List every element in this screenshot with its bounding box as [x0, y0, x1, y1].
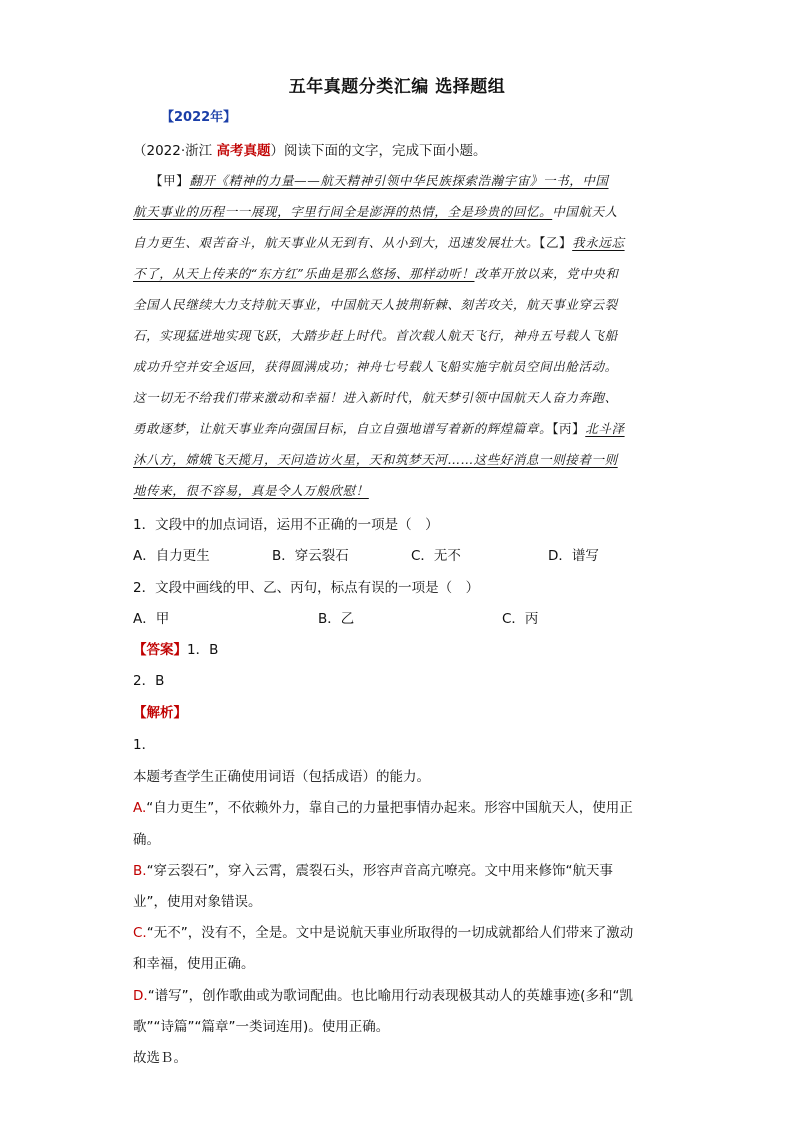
analysis-intro: 本题考查学生正确使用词语（包括成语）的能力。	[133, 769, 430, 785]
analysis-text: “谱写”，创作歌曲或为歌词配曲。也比喻用行动表现极其动人的英雄事迹(多和“凯	[147, 988, 633, 1004]
analysis-c-line-1	[133, 921, 633, 941]
source-highlight: 高考真题	[216, 143, 271, 159]
analysis-conclusion: 故选Ｂ。	[133, 1050, 187, 1066]
analysis-a-line-1	[133, 796, 633, 816]
underlined-sentence-jia-cont: 航天事业的历程一一展现，字里行间全是澎湃的热情，全是珍贵的回忆。	[133, 204, 553, 219]
underlined-sentence-jia: 翻开《精神的力量——航天精神引领中华民族探索浩瀚宇宙》一书，中国	[189, 173, 609, 188]
label-jia: 【甲】	[150, 173, 190, 188]
q2-option-a: A．甲	[133, 611, 170, 627]
analysis-d-line-1	[133, 984, 633, 1004]
underlined-sentence-bing-end: 地传来，很不容易，真是令人万般欣慰！	[133, 483, 369, 498]
passage-line-7: 成功升空并安全返回，获得圆满成功；神舟七号载人飞船实施宇航员空间出舱活动。	[133, 359, 618, 374]
analysis-a-line-2: 确。	[133, 832, 160, 848]
passage-text: 中国航天人	[552, 204, 618, 219]
q1-option-b: B．穿云裂石	[272, 548, 349, 564]
passage-line-3	[133, 233, 625, 251]
passage-line-6: 石，实现猛进地实现飞跃，大踏步赶上时代。首次载人航天飞行，神舟五号载人飞船	[133, 328, 618, 343]
label-yi: 【乙】	[539, 235, 573, 250]
passage-line-5: 全国人民继续大力支持航天事业，中国航天人披荆斩棘、刻苦攻关，航天事业穿云裂	[133, 297, 618, 312]
passage-line-4	[133, 264, 619, 282]
passage-line-8: 这一切无不给我们带来激动和幸福！进入新时代，航天梦引领中国航天人奋力奔跑、	[133, 390, 618, 405]
question-1-stem: 1．文段中的加点词语，运用不正确的一项是（ ）	[133, 517, 439, 533]
underlined-sentence-bing-cont: 沐八方，嫦娥飞天揽月，天问造访火星，天和筑梦天河……这些好消息一则接着一则	[133, 452, 618, 467]
analysis-c-prefix: C.	[133, 925, 147, 941]
analysis-b-line-2: 业”，使用对象错误。	[133, 894, 262, 910]
analysis-text: “无不”，没有不，全是。文中是说航天事业所取得的一切成就都给人们带来了激动	[146, 925, 634, 941]
q1-option-d: D．谱写	[548, 548, 599, 564]
page-title: 五年真题分类汇编 选择题组	[288, 77, 506, 97]
q1-option-a: A．自力更生	[133, 548, 210, 564]
answer-label: 【答案】	[133, 642, 187, 658]
underlined-sentence-yi-cont: 不了，从天上传来的“东方红”乐曲是那么悠扬、那样动听！	[133, 266, 475, 281]
analysis-text: “自力更生”，不依赖外力，靠自己的力量把事情办起来。形容中国航天人，使用正	[146, 800, 633, 816]
analysis-text: “穿云裂石”，穿入云霄，震裂石头，形容声音高亢嘹亮。文中用来修饰“航天事	[146, 863, 614, 879]
analysis-b-line-1	[133, 859, 613, 879]
passage-text: 改革开放以来，党中央和	[474, 266, 619, 281]
analysis-a-prefix: A.	[133, 800, 147, 816]
passage-line-9	[133, 419, 625, 437]
analysis-number: 1．	[133, 737, 156, 753]
label-bing: 【丙】	[552, 421, 586, 436]
passage-line-2	[133, 202, 618, 220]
analysis-d-prefix: D.	[133, 988, 148, 1004]
analysis-b-prefix: B.	[133, 863, 147, 879]
answer-1: 1．B	[187, 642, 219, 658]
q2-option-b: B．乙	[318, 611, 355, 627]
passage-text: 自力更生、艰苦奋斗，航天事业从无到有、从小到大，迅速发展壮大。	[133, 235, 540, 250]
source-prefix: （2022·浙江	[133, 143, 217, 159]
passage-text: 勇敢逐梦，让航天事业奔向强国目标，自立自强地谱写着新的辉煌篇章。	[133, 421, 553, 436]
q2-option-c: C．丙	[502, 611, 539, 627]
underlined-sentence-bing: 北斗泽	[585, 421, 625, 436]
underlined-sentence-yi: 我永远忘	[572, 235, 625, 250]
analysis-d-line-2: 歌”“诗篇”“篇章”一类词连用)。使用正确。	[133, 1019, 390, 1035]
analysis-c-line-2: 和幸福，使用正确。	[133, 956, 255, 972]
passage-line-10	[133, 450, 618, 468]
answer-2: 2．B	[133, 673, 165, 689]
q1-option-c: C．无不	[411, 548, 461, 564]
answer-line-1	[133, 638, 218, 658]
passage-line-1	[150, 171, 609, 189]
source-suffix: ）阅读下面的文字，完成下面小题。	[270, 143, 487, 159]
question-2-stem: 2．文段中画线的甲、乙、丙句，标点有误的一项是（ ）	[133, 580, 480, 596]
year-tag: 【2022年】	[161, 110, 237, 125]
passage-line-11	[133, 481, 369, 499]
analysis-label: 【解析】	[133, 705, 187, 721]
question-source	[133, 139, 486, 159]
